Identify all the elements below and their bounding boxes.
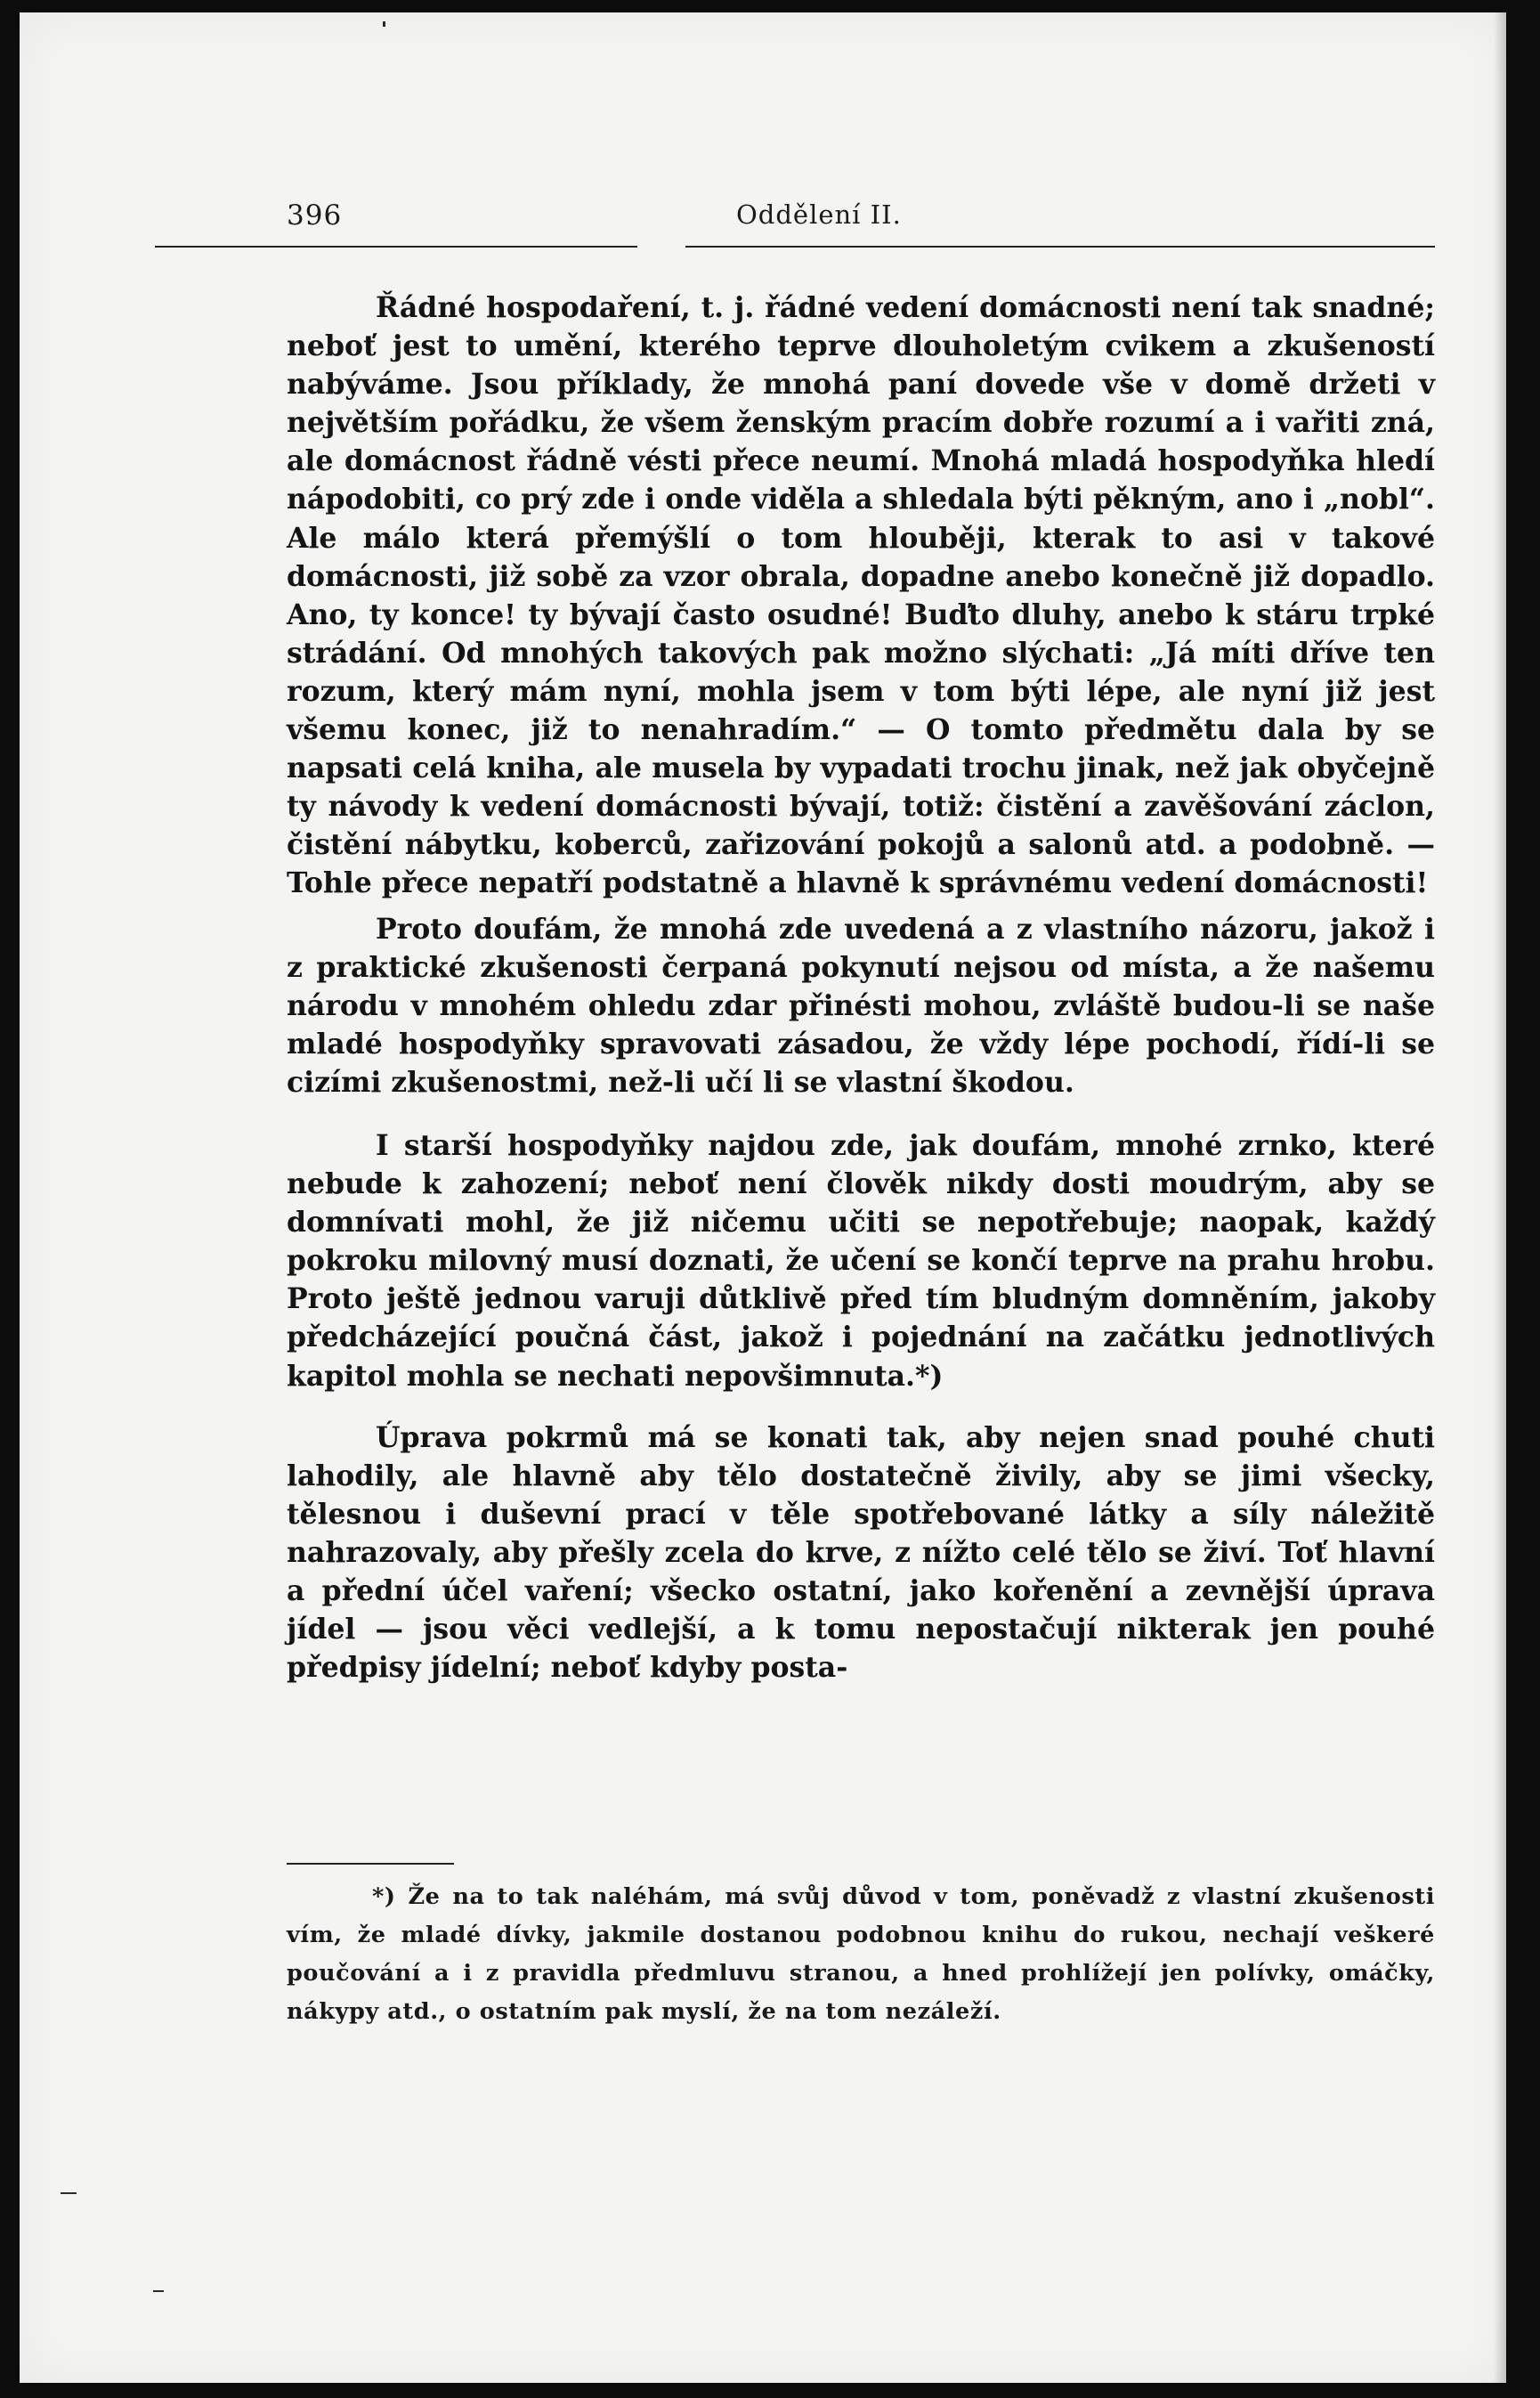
header-rule-right xyxy=(685,246,1435,248)
main-text xyxy=(287,289,1435,1687)
paragraph-1: Řádné hospodaření, t. j. řádné vedení domácnosti není tak snadné; neboť jest to umění, kterého teprve dlouholetým cvikem a zkušeností nabýváme. Jsou příklady, že mnohá paní dovede vše v domě držeti v největším pořádku, že všem ženským pracím dobře rozumí a i vařiti zná, ale domácnost řádně vésti přece neumí. Mnohá mladá hospodyňka hledí nápodobiti, co prý zde i onde viděla a shledala býti pěkným, ano i „nobl“. Ale málo která přemýšlí o tom hlouběji, kterak to asi v takové domácnosti, již sobě za vzor obrala, dopadne anebo konečně již dopadlo. Ano, ty konce! ty bývají často osudné! Buďto dluhy, anebo k stáru trpké strádání. Od mnohých takových pak možno slýchati: „Já míti dříve ten rozum, který mám nyní, mohla jsem v tom býti lépe, ale nyní již jest všemu konec, již to nenahradím.“ — O tomto předmětu dala by se napsati celá kniha, ale musela by vypadati trochu jinak, než jak obyčejně ty návody k vedení domácnosti bývají, totiž: čistění a zavěšování záclon, čistění nábytku, koberců, zařizování pokojů a salonů atd. a podobně. — Tohle přece nepatří podstatně a hlavně k správnému vedení domácnosti! xyxy=(287,291,1435,900)
page-edge-shadow xyxy=(1494,12,1506,2383)
page-header xyxy=(287,199,1435,253)
page-number: 396 xyxy=(287,199,343,232)
footnote-rule xyxy=(287,1863,454,1865)
paragraph-4: Úprava pokrmů má se konati tak, aby nejen snad pouhé chuti lahodily, ale hlavně aby tělo dostatečně živily, aby se jimi všecky, tělesnou i duševní prací v těle spotřebované látky a síly náležitě nahrazovaly, aby přešly zcela do krve, z nížto celé tělo se živí. Toť hlavní a přední účel vaření; všecko ostatní, jako kořenění a zevnější úprava jídel — jsou věci vedlejší, a k tomu nepostačují nikterak jen pouhé předpisy jídelní; neboť kdyby posta- xyxy=(287,1420,1435,1685)
paragraph-2: Proto doufám, že mnohá zde uvedená a z vlastního názoru, jakož i z praktické zkušenosti čerpaná pokynutí nejsou od místa, a že našemu národu v mnohém ohledu zdar přinésti mohou, zvláště budou-li se naše mladé hospodyňky spravovati zásadou, že vždy lépe pochodí, řídí-li se cizími zkušenostmi, než-li učí li se vlastní škodou. xyxy=(287,912,1435,1099)
scanned-page xyxy=(20,12,1506,2383)
footnote: *) Že na to tak naléhám, má svůj důvod v tom, poněvadž z vlastní zkušenosti vím, že mladé dívky, jakmile dostanou podobnou knihu do rukou, nechají veškeré poučování a i z pravidla předmluvu stranou, a hned prohlížejí jen polívky, omáčky, nákypy atd., o ostatním pak myslí, že na tom nezáleží. xyxy=(287,1883,1435,2025)
scan-speck xyxy=(61,2192,77,2194)
running-head: Oddělení II. xyxy=(736,199,902,230)
paragraph-3: I starší hospodyňky najdou zde, jak doufám, mnohé zrnko, které nebude k zahození; neboť není člověk nikdy dosti moudrým, aby se domnívati mohl, že již ničemu učiti se nepotřebuje; naopak, každý pokroku milovný musí doznati, že učení se končí teprve na prahu hrobu. Proto ještě jednou varuji důtklivě před tím bludným domněním, jakoby předcházející poučná část, jakož i pojednání na začátku jednotlivých kapitol mohla se nechati nepovšimnuta.*) xyxy=(287,1128,1435,1393)
header-rule-left xyxy=(155,246,637,248)
scan-speck xyxy=(383,21,385,27)
scan-speck xyxy=(153,2290,164,2292)
